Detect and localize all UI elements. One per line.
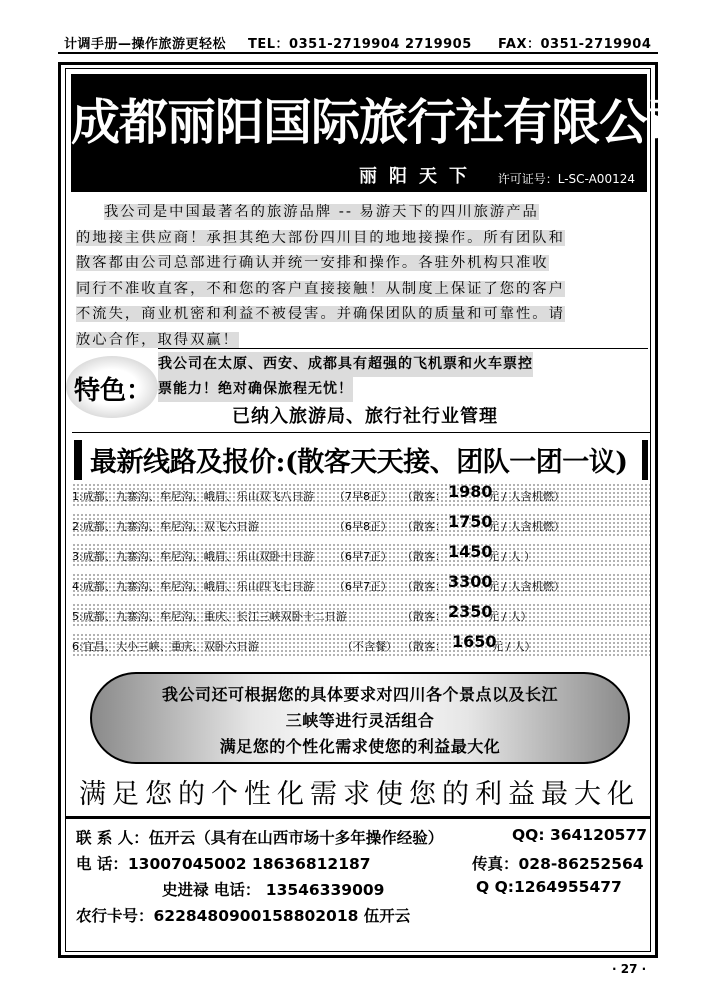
contact-block	[76, 826, 646, 936]
feature-text	[158, 352, 533, 402]
company-name: 成都丽阳国际旅行社有限公司	[71, 93, 696, 151]
title-box	[71, 74, 696, 192]
route-row	[72, 513, 650, 536]
route-days: （6早8正）	[334, 520, 392, 533]
route-price-prefix: （散客：	[402, 520, 446, 533]
route-price-suffix: 元 / 人含机燃）	[488, 580, 565, 593]
header-tel: TEL：0351-2719904 2719905	[248, 37, 472, 52]
banner-line: 满足您的个性化需求使您的利益最大化	[219, 737, 501, 756]
intro-line: 散客都由公司总部进行确认并统一安排和操作。各驻外机构只准收	[76, 255, 549, 271]
big-slogan: 满足您的个性化需求使您的利益最大化	[79, 779, 640, 810]
route-price-prefix: （散客：	[402, 490, 446, 503]
route-price: 2350	[448, 602, 493, 621]
route-days: （6早7正）	[334, 580, 392, 593]
banner-line: 我公司还可根据您的具体要求对四川各个景点以及长江	[161, 685, 558, 704]
route-price: 3300	[448, 572, 493, 591]
page-number: · 27 ·	[612, 962, 647, 976]
route-row	[72, 573, 650, 596]
route-price-suffix: 元 / 人）	[488, 610, 532, 623]
header-fax: FAX：0351-2719904	[498, 37, 652, 52]
divider	[158, 348, 648, 349]
route-name: 6:宜昌、大小三峡、重庆、双卧六日游	[72, 640, 259, 653]
contact-divider	[66, 816, 650, 819]
intro-line: 同行不准收直客，不和您的客户直接接触！从制度上保证了您的客户	[76, 280, 565, 297]
route-name: 3:成都、九寨沟、牟尼沟、峨眉、乐山双卧十日游	[72, 550, 314, 563]
route-price: 1980	[448, 482, 493, 501]
company-slogan: 丽阳天下	[359, 166, 479, 187]
contact-bank: 农行卡号：6228480900158802018 伍开云	[76, 907, 411, 925]
route-price: 1650	[452, 632, 497, 651]
route-price-prefix: （散客：	[402, 610, 446, 623]
contact-person: 联 系 人：伍开云（具有在山西市场十多年操作经验）	[76, 829, 444, 847]
routes-bar-right	[642, 440, 648, 480]
header-tagline: 计调手册—操作旅游更轻松	[64, 37, 227, 52]
route-price-suffix: 元 / 人含机燃）	[488, 490, 565, 503]
intro-line: 放心合作，取得双赢！	[76, 331, 239, 348]
contact-qq: QQ: 364120577	[512, 826, 648, 844]
route-price: 1750	[448, 512, 493, 531]
feature-line: 我公司在太原、西安、成都具有超强的飞机票和火车票控	[158, 352, 533, 377]
route-name: 5:成都、九寨沟、牟尼沟、重庆、长江三峡双卧十二日游	[72, 610, 347, 623]
feature-label: 特色：	[74, 376, 153, 406]
feature-line: 票能力！绝对确保旅程无忧！	[158, 377, 353, 402]
route-price-suffix: 元 / 人含机燃）	[488, 520, 565, 533]
contact-qq2: Q Q:1264955477	[476, 878, 622, 896]
route-price-suffix: 元 / 人 ）	[488, 550, 536, 563]
route-price: 1450	[448, 542, 493, 561]
intro-line: 不流失，商业机密和利益不被侵害。并确保团队的质量和可靠性。请	[76, 306, 565, 322]
route-days: （不含餐）	[342, 640, 397, 653]
license-number: 许可证号：L-SC-A00124	[497, 172, 635, 186]
intro-line: 我公司是中国最著名的旅游品牌 -- 易游天下的四川旅游产品	[104, 204, 539, 220]
route-days: （6早7正）	[334, 550, 392, 563]
route-days: （7早8正）	[334, 490, 392, 503]
banner-line: 三峡等进行灵活组合	[285, 711, 435, 730]
divider	[72, 432, 650, 433]
route-name: 2:成都、九寨沟、牟尼沟、双飞六日游	[72, 520, 259, 533]
route-name: 4:成都、九寨沟、牟尼沟、峨眉、乐山四飞七日游	[72, 580, 314, 593]
routes-title: 最新线路及报价:(散客天天接、团队一团一议)	[90, 447, 628, 478]
route-row	[72, 633, 650, 656]
contact-phone: 电 话：13007045002 18636812187	[76, 855, 371, 873]
header-bar	[58, 30, 658, 54]
managed-note: 已纳入旅游局、旅行社行业管理	[232, 406, 498, 427]
route-price-prefix: （散客：	[402, 580, 446, 593]
intro-paragraph	[76, 200, 636, 353]
route-name: 1:成都、九寨沟、牟尼沟、峨眉、乐山双飞八日游	[72, 490, 314, 503]
contact-person2: 史进禄 电话： 13546339009	[162, 881, 385, 899]
route-price-prefix: （散客：	[402, 550, 446, 563]
route-row	[72, 603, 650, 626]
intro-line: 的地接主供应商！承担其绝大部份四川目的地地接操作。所有团队和	[76, 229, 565, 246]
route-price-suffix: 元 / 人）	[492, 640, 536, 653]
route-row	[72, 483, 650, 506]
contact-fax: 传真：028-86252564	[472, 855, 644, 873]
route-row	[72, 543, 650, 566]
custom-tour-banner	[90, 672, 630, 764]
route-price-prefix: （散客：	[402, 640, 446, 653]
routes-bar-left	[74, 440, 82, 480]
